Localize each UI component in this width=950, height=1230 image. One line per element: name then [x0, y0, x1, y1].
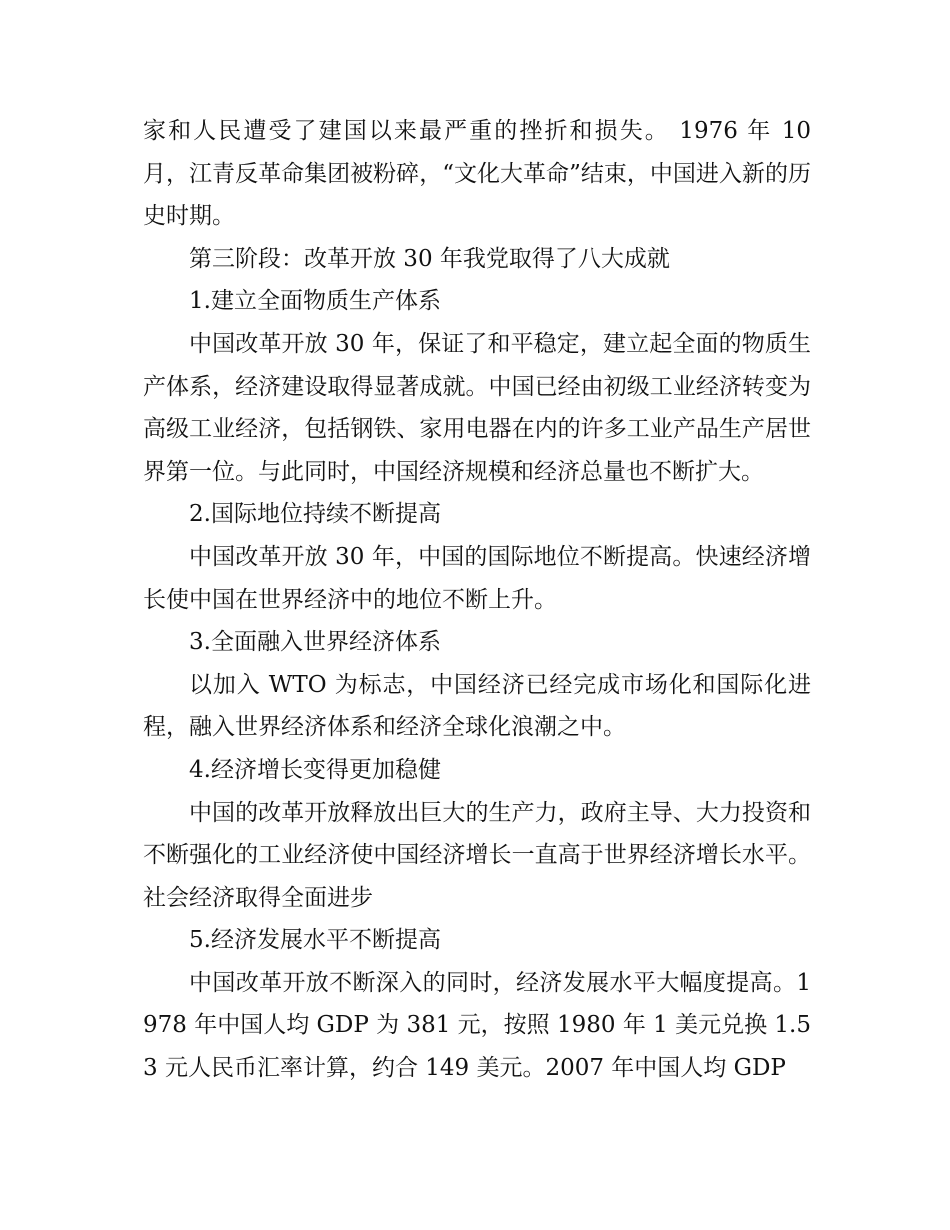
paragraph-body: 中国改革开放 30 年，中国的国际地位不断提高。快速经济增长使中国在世界经济中的地位不断上升。: [143, 543, 811, 613]
subsection-heading: 3.全面融入世界经济体系: [189, 629, 441, 656]
subsection-heading: 4.经济增长变得更加稳健: [189, 756, 441, 783]
section-heading: 第三阶段：改革开放 30 年我党取得了八大成就: [189, 245, 670, 272]
paragraph-body: 以加入 WTO 为标志，中国经济已经完成市场化和国际化进程，融入世界经济体系和经济全球化浪潮之中。: [143, 671, 811, 741]
document-page: [143, 110, 811, 1090]
subsection-heading: 5.经济发展水平不断提高: [189, 927, 441, 954]
subsection-heading: 1.建立全面物质生产体系: [189, 288, 441, 315]
paragraph-body: 中国的改革开放释放出巨大的生产力，政府主导、大力投资和不断强化的工业经济使中国经济增长一直高于世界经济增长水平。社会经济取得全面进步: [143, 799, 811, 911]
paragraph-body: 中国改革开放 30 年，保证了和平稳定，建立起全面的物质生产体系，经济建设取得显著成就。中国已经由初级工业经济转变为高级工业经济，包括钢铁、家用电器在内的许多工业产品生产居世界第一位。与此同时，中国经济规模和经济总量也不断扩大。: [143, 330, 811, 485]
paragraph-body: 家和人民遭受了建国以来最严重的挫折和损失。 1976 年 10 月，江青反革命集团被粉碎，“文化大革命”结束，中国进入新的历史时期。: [143, 118, 811, 230]
paragraph-body: 中国改革开放不断深入的同时，经济发展水平大幅度提高。1978 年中国人均 GDP 为 381 元，按照 1980 年 1 美元兑换 1.53 元人民币汇率计算，约合 149 美元。2007 年中国人均 GDP: [143, 969, 811, 1082]
subsection-heading: 2.国际地位持续不断提高: [189, 501, 441, 528]
